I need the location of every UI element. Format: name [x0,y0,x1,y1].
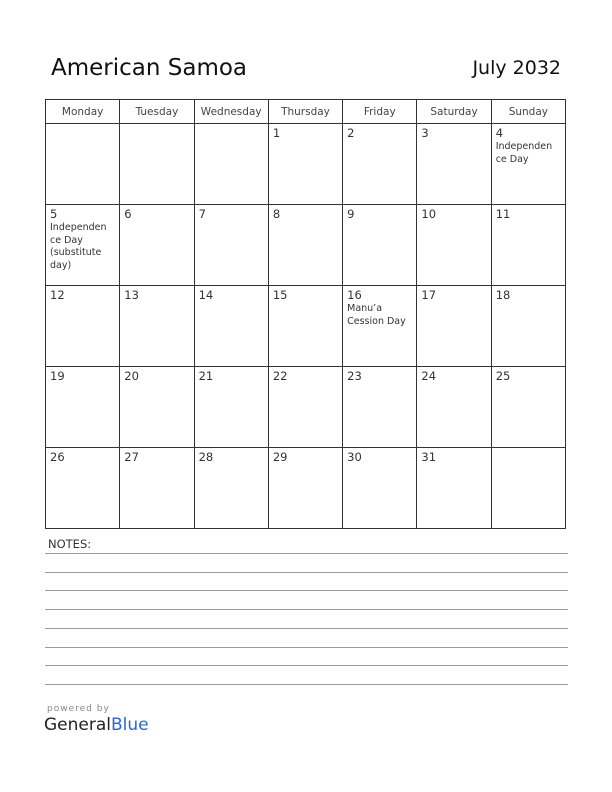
day-cell [491,205,565,286]
day-cell [194,286,268,367]
day-cell [491,367,565,448]
day-number: 13 [124,288,139,302]
day-cell [343,448,417,529]
empty-day-cell [194,124,268,205]
day-number: 11 [495,207,511,221]
day-number: 29 [272,450,288,464]
day-cell [46,448,120,529]
day-cell [268,124,342,205]
weekday-monday: Monday [46,100,120,124]
day-number: 6 [124,207,132,221]
empty-day-cell [120,124,194,205]
holiday-label: Independen ce Day [495,141,553,165]
week-row [46,286,566,367]
holiday-label: Independen ce Day (substitute day) [50,222,107,271]
day-number: 17 [421,288,437,302]
holiday-label: Manu’a Cession Day [347,303,406,327]
day-cell [194,367,268,448]
day-cell [194,205,268,286]
weekday-saturday: Saturday [417,100,491,124]
day-cell [120,286,194,367]
weekday-wednesday: Wednesday [194,100,268,124]
notes-label: NOTES: [48,537,92,551]
day-cell [491,286,565,367]
day-cell [417,286,491,367]
day-cell [120,205,194,286]
day-number: 28 [198,450,214,464]
day-number: 8 [272,207,281,221]
day-cell [491,124,565,205]
day-cell [417,205,491,286]
day-cell [343,124,417,205]
day-cell [194,448,268,529]
week-row [46,124,566,205]
note-line [45,590,568,591]
day-cell [417,124,491,205]
week-row [46,448,566,529]
day-cell [268,448,342,529]
day-number: 25 [495,369,511,383]
weekday-sunday: Sunday [491,100,565,124]
day-cell [46,205,120,286]
day-cell [46,286,120,367]
brand-general: General [44,715,111,735]
note-line [45,628,568,629]
day-number: 18 [495,288,511,302]
day-number: 10 [421,207,437,221]
weekday-friday: Friday [343,100,417,124]
brand-blue: Blue [111,715,149,735]
day-cell [46,367,120,448]
day-number: 2 [347,126,355,140]
day-number: 27 [124,450,139,464]
note-line [45,553,568,554]
day-number: 30 [347,450,362,464]
day-number: 20 [124,369,139,383]
day-number: 1 [272,126,281,140]
day-number: 3 [421,126,429,140]
empty-day-cell [491,448,565,529]
day-cell [120,448,194,529]
day-cell [120,367,194,448]
day-number: 12 [50,288,65,302]
day-number: 31 [421,450,437,464]
day-cell [343,367,417,448]
powered-by-text: powered by [47,704,110,714]
day-cell [268,367,342,448]
calendar-title: American Samoa [51,55,248,81]
day-cell [343,205,417,286]
weekday-tuesday: Tuesday [120,100,194,124]
calendar-grid [45,99,566,529]
week-row [46,205,566,286]
day-number: 4 [495,126,504,140]
brand-name [44,715,149,735]
generalblue-logo [44,704,149,735]
note-line [45,572,568,573]
day-number: 14 [198,288,214,302]
note-line [45,665,568,666]
day-number: 16 [347,288,362,302]
weekday-thursday: Thursday [268,100,342,124]
day-number: 21 [198,369,214,383]
empty-day-cell [46,124,120,205]
day-number: 9 [347,207,355,221]
day-number: 22 [272,369,288,383]
day-number: 5 [50,207,58,221]
calendar-month: July 2032 [472,57,561,79]
day-cell [417,367,491,448]
day-number: 23 [347,369,362,383]
day-number: 19 [50,369,65,383]
note-line [45,684,568,685]
note-line [45,609,568,610]
day-number: 7 [198,207,206,221]
day-cell [268,205,342,286]
day-number: 24 [421,369,437,383]
day-cell [417,448,491,529]
day-cell [343,286,417,367]
note-line [45,647,568,648]
week-row [46,367,566,448]
weekday-header-row [46,100,566,124]
day-number: 15 [272,288,288,302]
day-number: 26 [50,450,65,464]
day-cell [268,286,342,367]
